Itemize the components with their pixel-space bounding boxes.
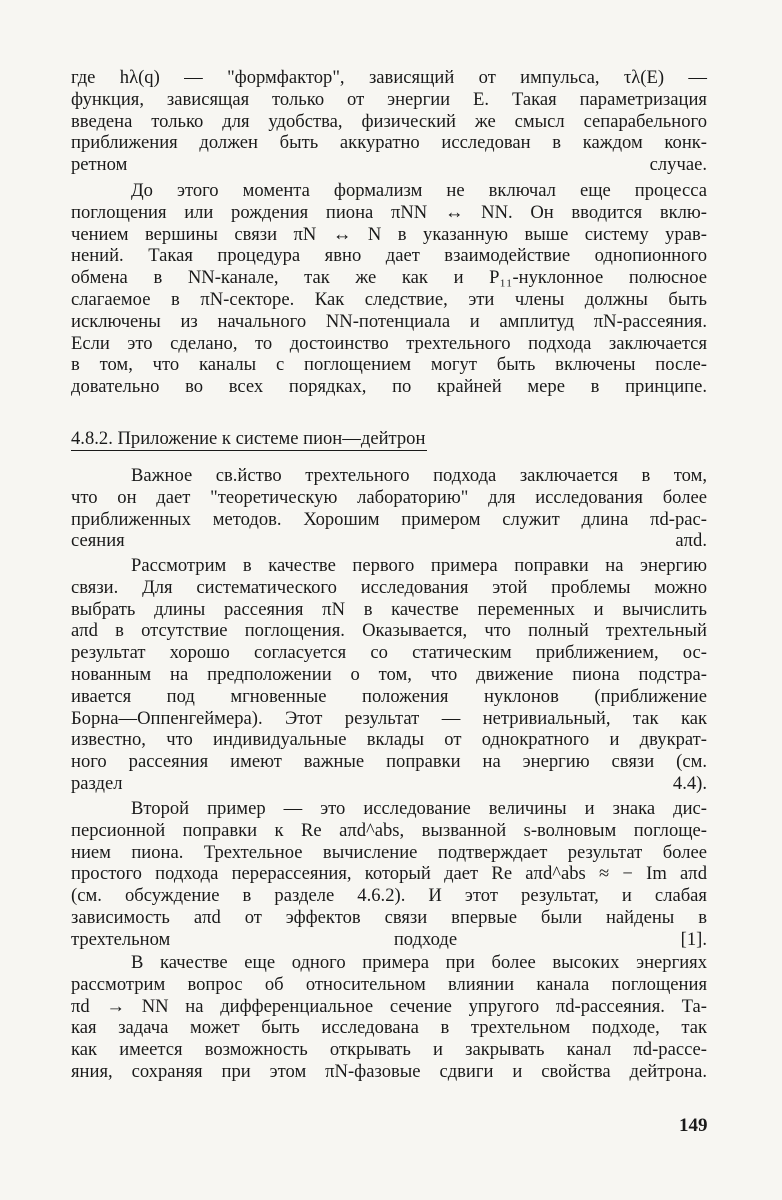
text-line: (см. обсуждение в разделе 4.6.2). И этот результат, и слабая [71, 885, 707, 907]
text-line: нованным на предположении о том, что движение пиона подстра- [71, 663, 707, 685]
text-line: Если это сделано, то достоинство трехтельного подхода заключается [71, 332, 707, 354]
text-line: исключены из начального NN-потенциала и амплитуд πN-рассеяния. [71, 310, 707, 332]
text-line: В качестве еще одного примера при более высоких энергиях [131, 952, 707, 973]
text-line: Борна—Оппенгеймера). Этот результат — нетривиальный, так как [71, 707, 707, 729]
text-line: приближения должен быть аккуратно исследован в каждом конк- [71, 132, 707, 154]
text-line: поглощения или рождения пиона πNN ↔ NN. Он вводится вклю- [71, 201, 707, 223]
text-line: Рассмотрим в качестве первого примера поправки на энергию [131, 555, 707, 576]
section-heading: 4.8.2. Приложение к системе пион—дейтрон [71, 428, 426, 449]
text-line: в том, что каналы с поглощением могут быть включены после- [71, 354, 707, 376]
text-line: простого подхода перерассеяния, который дает Re aπd^abs ≈ − Im aπd [71, 863, 707, 885]
text-line: нием пиона. Трехтельное вычисление подтверждает результат более [71, 841, 707, 863]
text-line: функция, зависящая только от энергии E. Такая параметризация [71, 88, 707, 110]
paragraph-6 [71, 952, 707, 1083]
text-line: связи. Для систематического исследования этой проблемы можно [71, 576, 707, 598]
paragraph-2 [71, 180, 707, 398]
text-line: aπd в отсутствие поглощения. Оказывается, что полный трехтельный [71, 620, 707, 642]
text-line: ретном случае. [71, 154, 707, 176]
text-line: зависимость aπd от эффектов связи впервые были найдены в [71, 906, 707, 928]
page-number: 149 [679, 1115, 708, 1136]
text-line: введена только для удобства, физический же смысл сепарабельного [71, 110, 707, 132]
text-line: яния, сохраняя при этом πN-фазовые сдвиги и свойства дейтрона. [71, 1060, 707, 1082]
paragraph-1 [71, 67, 707, 176]
text-line: довательно во всех порядках, по крайней мере в принципе. [71, 376, 707, 398]
text-line: Важное св.йство трехтельного подхода заключается в том, [131, 465, 707, 486]
text-line: ивается под мгновенные положения нуклонов (приближение [71, 685, 707, 707]
text-line: ного рассеяния имеют важные поправки на энергию связи (см. [71, 751, 707, 773]
paragraph-5 [71, 798, 707, 951]
text-line: кая задача может быть исследована в трехтельном подходе, так [71, 1017, 707, 1039]
text-line: трехтельном подходе [1]. [71, 928, 707, 950]
paragraph-3 [71, 465, 707, 552]
text-line: πd → NN на дифференциальное сечение упругого πd-рассеяния. Та- [71, 995, 707, 1017]
text-line: как имеется возможность открывать и закрывать канал πd-рассе- [71, 1039, 707, 1061]
paragraph-4 [71, 555, 707, 795]
text-line: выбрать длины рассеяния πN в качестве переменных и вычислить [71, 598, 707, 620]
text-line: До этого момента формализм не включал еще процесса [131, 180, 707, 201]
text-line: сеяния aπd. [71, 530, 707, 552]
text-line: обмена в NN-канале, так же как и P₁₁-нуклонное полюсное [71, 267, 707, 289]
text-line: раздел 4.4). [71, 772, 707, 794]
text-line: чением вершины связи πN ↔ N в указанную выше систему урав- [71, 223, 707, 245]
text-line: известно, что индивидуальные вклады от однократного и двукрат- [71, 729, 707, 751]
text-line: рассмотрим вопрос об относительном влиянии канала поглощения [71, 973, 707, 995]
text-line: Второй пример — это исследование величины и знака дис- [131, 798, 707, 819]
text-line: нений. Такая процедура явно дает взаимодействие однопионного [71, 245, 707, 267]
text-line: что он дает "теоретическую лабораторию" для исследования более [71, 486, 707, 508]
text-line: где hλ(q) — "формфактор", зависящий от импульса, τλ(E) — [71, 67, 707, 88]
text-line: результат хорошо согласуется со статическим приближением, ос- [71, 642, 707, 664]
text-line: персионной поправки к Re aπd^abs, вызванной s-волновым поглоще- [71, 819, 707, 841]
text-line: слагаемое в πN-секторе. Как следствие, эти члены должны быть [71, 288, 707, 310]
text-line: приближенных методов. Хорошим примером служит длина πd-рас- [71, 508, 707, 530]
